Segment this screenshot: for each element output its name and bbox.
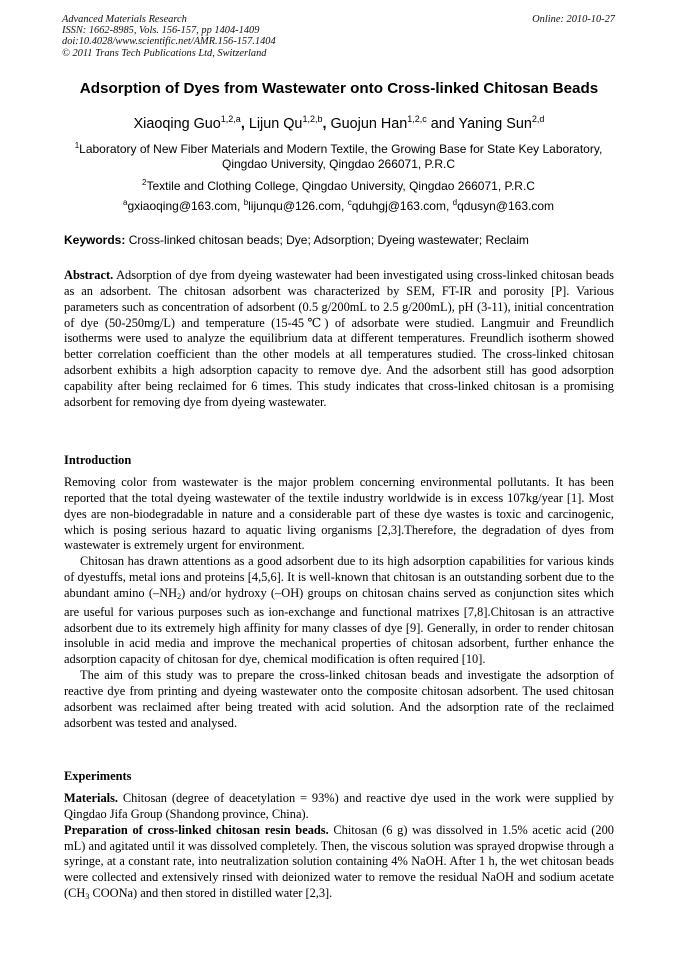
email-sup: a bbox=[122, 198, 128, 207]
email-sup: d bbox=[452, 198, 458, 207]
intro-paragraph-3: The aim of this study was to prepare the cross-linked chitosan beads and investigate the adsorption of reactive dye from printing and dyeing wastewater onto the composite chitosan adsorbent. The used chitosan adsorbent was reclaimed after being treated with acid solution. And the adsorption rate of the reclaimed adsorbent was tested and analysed. bbox=[64, 668, 614, 730]
preparation-paragraph bbox=[64, 823, 614, 905]
author-sep: and bbox=[426, 116, 459, 132]
online-date: Online: 2010-10-27 bbox=[532, 14, 615, 25]
email-address[interactable]: lijunqu@126.com, bbox=[248, 199, 348, 213]
subscript: 2 bbox=[177, 591, 182, 601]
introduction-heading: Introduction bbox=[64, 453, 132, 467]
affiliation-sup: 1 bbox=[74, 141, 80, 150]
copyright-line: © 2011 Trans Tech Publications Ltd, Switzerland bbox=[62, 47, 267, 59]
abstract-block bbox=[64, 268, 614, 411]
email-list bbox=[62, 196, 615, 214]
email-address[interactable]: qduhgj@163.com, bbox=[351, 199, 453, 213]
doi-line[interactable]: doi:10.4028/www.scientific.net/AMR.156-157.1404 bbox=[62, 36, 276, 48]
author-name: Guojun Han bbox=[330, 116, 408, 132]
author-name: Yaning Sun bbox=[458, 116, 532, 132]
author-sep: , bbox=[322, 116, 331, 132]
materials-paragraph bbox=[64, 791, 614, 823]
materials-text: Chitosan (degree of deacetylation = 93%) and reactive dye used in the work were supplied by Qingdao Jifa Group (Shandong province, China). bbox=[64, 791, 614, 821]
materials-label: Materials. bbox=[64, 791, 119, 805]
experiments-heading: Experiments bbox=[64, 769, 132, 783]
preparation-text: Chitosan (6 g) was dissolved in 1.5% acetic acid (200 mL) and agitated until it was dissolved completely. Then, the viscous solution was sprayed dropwise through a syringe, at a constant rate, into neutralization solution containing 4% NaOH. After 1 h, the wet chitosan beads were collected and extensively rinsed with deionized water to remove the residual NaOH and sodium acetate (CH bbox=[64, 822, 614, 901]
intro-paragraph-2 bbox=[64, 554, 614, 668]
author-sup: 1,2,a bbox=[220, 114, 241, 124]
affiliation-line: Textile and Clothing College, Qingdao University, Qingdao 266071, P.R.C bbox=[146, 179, 535, 193]
journal-header bbox=[62, 14, 276, 59]
author-sep: , bbox=[240, 116, 249, 132]
journal-name: Advanced Materials Research bbox=[62, 14, 187, 25]
author-name: Lijun Qu bbox=[248, 116, 303, 132]
email-address[interactable]: qdusyn@163.com bbox=[457, 199, 554, 213]
author-list bbox=[0, 114, 678, 132]
affiliation-sup: 2 bbox=[142, 178, 147, 187]
keywords-line bbox=[64, 233, 529, 247]
keywords-text: Cross-linked chitosan beads; Dye; Adsorption; Dyeing wastewater; Reclaim bbox=[128, 233, 529, 247]
author-name: Xiaoqing Guo bbox=[133, 116, 221, 132]
author-sup: 2,d bbox=[531, 114, 545, 124]
author-sup: 1,2,c bbox=[407, 114, 427, 124]
intro-text: ) and/or hydroxy (–OH) groups on chitosan chains served as conjunction sites which are useful for various purposes such as ion-exchange and functional matrixes [7,8].Chitosan is an attractive adsorbent due to its extremely high affinity for many classes of dye [9]. Generally, in order to render chitosan insoluble in acid media and improve the mechanical properties of chitosan adsorbent, further enhance the adsorption capacity of chitosan for dye, chemical modification is often required [10]. bbox=[64, 585, 614, 667]
intro-paragraph-1: Removing color from wastewater is the major problem concerning environmental pollutants. It has been reported that the total dyeing wastewater of the textile industry worldwide is in excess 107kg/year [1]. Most dyes are non-biodegradable in nature and a considerable part of these dye wastes is toxic and carcinogenic, which is posing serious hazard to aquatic living organisms [2,3].Therefore, the degradation of dyes from wastewater is extremely urgent for environment. bbox=[64, 475, 614, 553]
subscript: 3 bbox=[85, 892, 90, 902]
email-address[interactable]: gxiaoqing@163.com, bbox=[127, 199, 244, 213]
affiliation-2 bbox=[62, 176, 615, 194]
intro-text: Chitosan has drawn attentions as a good adsorbent due to its high adsorption capabilities for various kinds of dyestuffs, metal ions and proteins [4,5,6]. It is well-known that chitosan is an outstanding sorbent due to the abundant amino (–NH bbox=[64, 554, 614, 600]
email-sup: b bbox=[243, 198, 249, 207]
affiliation-line: Qingdao University, Qingdao 266071, P.R.C bbox=[221, 156, 456, 171]
keywords-label: Keywords: bbox=[64, 233, 126, 247]
affiliation-line: Laboratory of New Fiber Materials and Modern Textile, the Growing Base for State Key Laboratory, bbox=[79, 142, 603, 156]
preparation-text: COONa) and then stored in distilled water [2,3]. bbox=[89, 886, 333, 901]
issn-line: ISSN: 1662-8985, Vols. 156-157, pp 1404-1409 bbox=[62, 25, 260, 37]
email-sup: c bbox=[347, 198, 352, 207]
author-sup: 1,2,b bbox=[302, 114, 323, 124]
preparation-label: Preparation of cross-linked chitosan resin beads. bbox=[64, 822, 329, 837]
paper-title: Adsorption of Dyes from Wastewater onto Cross-linked Chitosan Beads bbox=[79, 80, 599, 97]
affiliation-1 bbox=[62, 139, 615, 171]
abstract-text: Adsorption of dye from dyeing wastewater had been investigated using cross-linked chitosan beads as an adsorbent. The chitosan adsorbent was characterized by SEM, FT-IR and porosity [P]. Various parameters such as concentration of adsorbent (0.5 g/200mL to 2.5 g/200mL), pH (3-11), initial concentration of dye (50-250mg/L) and temperature (15-45℃) of adsorbate were studied. Langmuir and Freundlich isotherms were used to analyze the equilibrium data at different temperatures. Freundlich isotherm showed better correlation coefficient than the other models at all temperatures studied. The cross-linked chitosan adsorbent exhibits a high adsorption capacity to remove dye. And the adsorbent still has good adsorption capability after being reclaimed for 6 times. This study indicates that cross-linked chitosan is a promising adsorbent for removing dye from dyeing wastewater. bbox=[64, 268, 615, 409]
abstract-label: Abstract. bbox=[64, 268, 114, 282]
introduction-body bbox=[64, 475, 614, 732]
experiments-body bbox=[64, 791, 614, 905]
